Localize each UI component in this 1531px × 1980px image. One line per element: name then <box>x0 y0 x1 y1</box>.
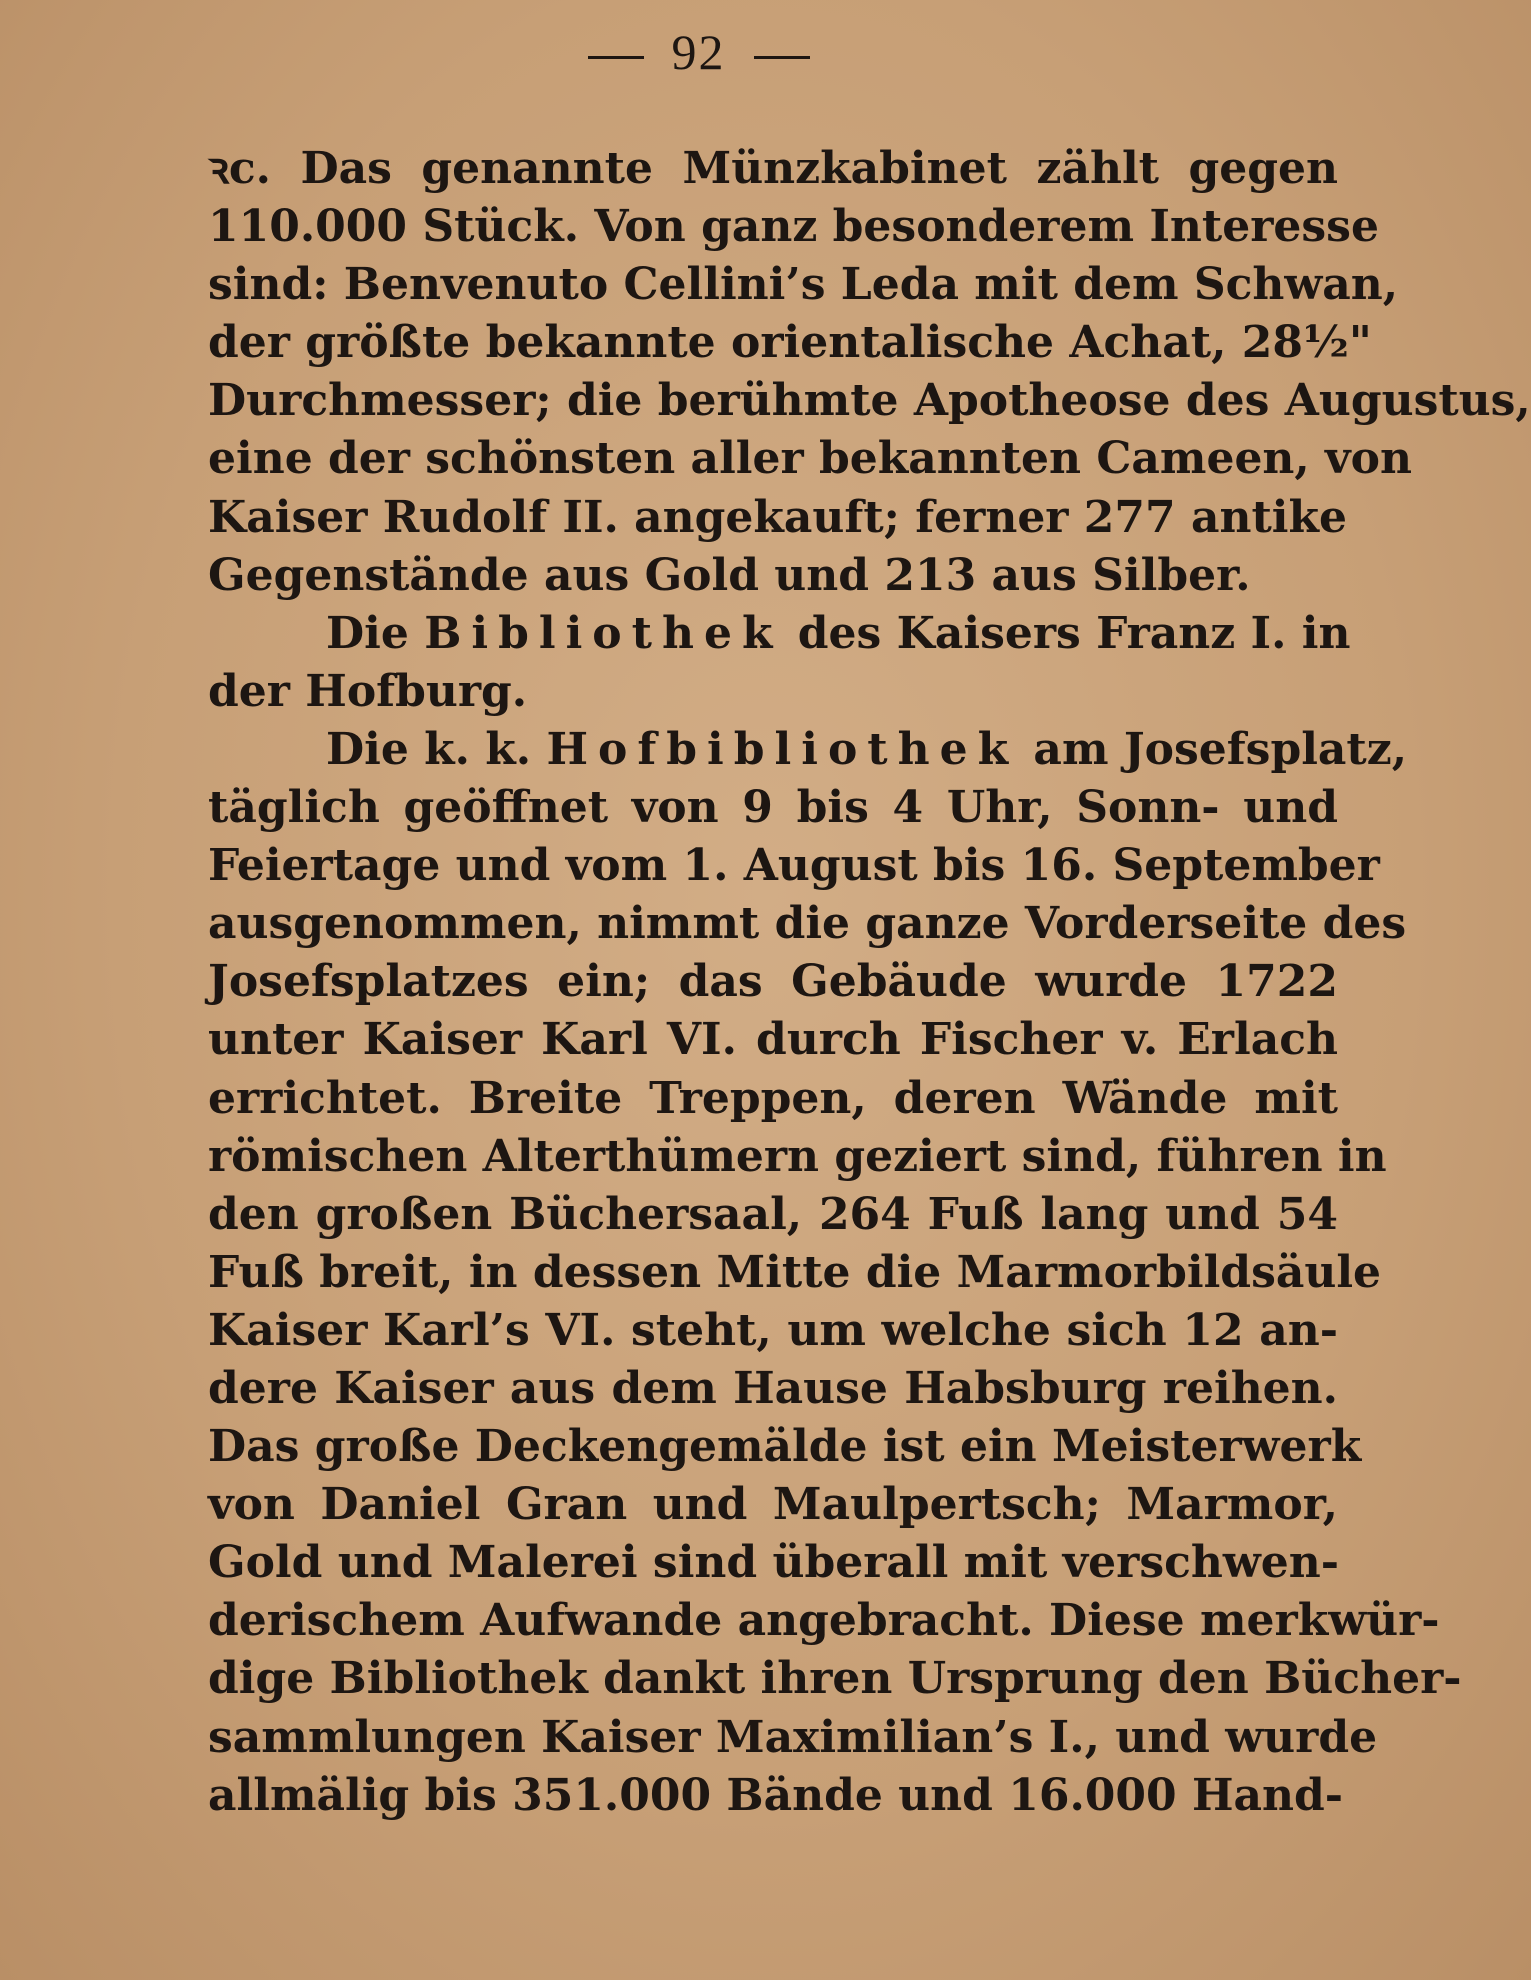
text-line: Das große Deckengemälde ist ein Meisterwerk <box>208 1421 1362 1473</box>
text-line <box>208 605 1351 663</box>
text-line: 110.000 Stück. Von ganz besonderem Interesse <box>208 201 1379 253</box>
text-line: Fuß breit, in dessen Mitte die Marmorbildsäule <box>208 1246 1382 1298</box>
text-line: Kaiser Karl’s VI. steht, um welche sich 12 an- <box>208 1304 1338 1356</box>
text-segment: Die <box>326 607 425 659</box>
text-line: allmälig bis 351.000 Bände und 16.000 Hand- <box>208 1769 1344 1821</box>
body-text <box>208 140 1531 1825</box>
text-line: Durchmesser; die berühmte Apotheose des Augustus, <box>208 375 1531 427</box>
text-line: Josefsplatzes ein; das Gebäude wurde 1722 <box>208 956 1338 1008</box>
text-line: Gold und Malerei sind überall mit verschwen- <box>208 1537 1340 1589</box>
text-line: derischem Aufwande angebracht. Diese merkwür- <box>208 1595 1440 1647</box>
text-line: der Hofburg. <box>208 665 528 717</box>
text-line: Gegenstände aus Gold und 213 aus Silber. <box>208 549 1251 601</box>
text-line: errichtet. Breite Treppen, deren Wände mit <box>208 1072 1338 1124</box>
text-segment: am Josefsplatz, <box>1018 723 1408 775</box>
text-line: unter Kaiser Karl VI. durch Fischer v. Erlach <box>208 1014 1338 1066</box>
text-line: sind: Benvenuto Cellini’s Leda mit dem Schwan, <box>208 259 1399 311</box>
spaced-heading: Hofbibliothek <box>546 723 1019 775</box>
text-line: der größte bekannte orientalische Achat, 28½" <box>208 317 1372 369</box>
header-dash-left <box>588 56 644 59</box>
text-segment: Die k. k. <box>326 723 547 775</box>
text-line: täglich geöffnet von 9 bis 4 Uhr, Sonn- und <box>208 782 1338 834</box>
text-line: eine der schönsten aller bekannten Cameen, von <box>208 433 1412 485</box>
text-line: römischen Alterthümern geziert sind, führen in <box>208 1130 1387 1182</box>
text-line: sammlungen Kaiser Maximilian’s I., und wurde <box>208 1711 1378 1763</box>
text-line: den großen Büchersaal, 264 Fuß lang und 54 <box>208 1188 1338 1240</box>
page-number: 92 <box>671 24 726 80</box>
header-dash-right <box>754 56 810 59</box>
text-line: ausgenommen, nimmt die ganze Vorderseite des <box>208 898 1407 950</box>
text-line: dere Kaiser aus dem Hause Habsburg reihen. <box>208 1362 1338 1414</box>
text-segment: des Kaisers Franz I. in <box>782 607 1351 659</box>
text-line: ꝛc. Das genannte Münzkabinet zählt gegen <box>208 143 1338 194</box>
page-header <box>0 22 1397 82</box>
text-line: dige Bibliothek dankt ihren Ursprung den Bücher- <box>208 1653 1462 1705</box>
text-line <box>208 721 1408 779</box>
spaced-heading: Bibliothek <box>424 607 783 659</box>
text-line: Feiertage und vom 1. August bis 16. September <box>208 840 1380 892</box>
text-line: von Daniel Gran und Maulpertsch; Marmor, <box>208 1479 1338 1531</box>
text-line: Kaiser Rudolf II. angekauft; ferner 277 antike <box>208 491 1347 543</box>
